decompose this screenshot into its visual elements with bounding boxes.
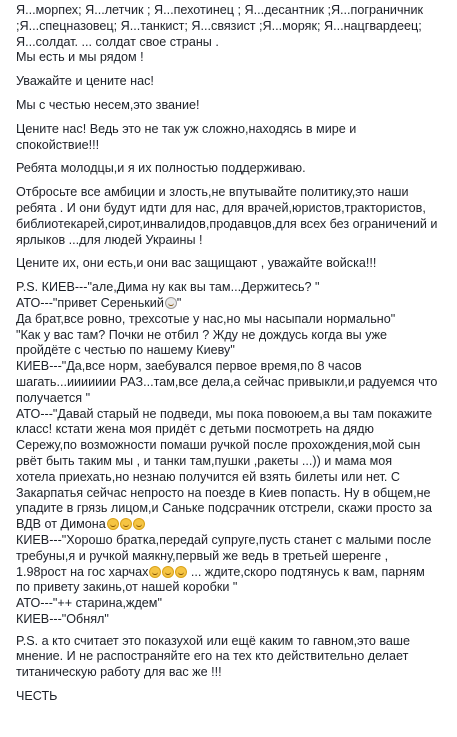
text-line: Мы есть и мы рядом ! — [16, 50, 144, 65]
text-line: Цените нас! Ведь это не так уж сложно,находясь в мире и — [16, 121, 357, 136]
post-paragraph — [16, 256, 451, 272]
dialogue-line: получается " — [16, 390, 91, 405]
dialogue-line: P.S. КИЕВ---"але,Дима ну как вы там...Держитесь? " — [16, 280, 320, 295]
dialogue-line: "Как у вас там? Почки не отбил ? Жду не дождусь когда вы уже — [16, 327, 388, 342]
text-line: Я...морпех; Я...летчик ; Я...пехотинец ; Я...десантник ;Я...пограничник — [16, 3, 424, 17]
text-line: Мы с честью несем,это звание! — [16, 97, 200, 112]
dialogue-line: Закарпатья сейчас непросто на поезде в Киев попасть. Ну в общем,не — [16, 485, 431, 500]
text-line: спокойствие!!! — [16, 137, 100, 152]
dialogue-line: хотела приехать,но незнаю получится ей взять билеты или нет. С — [16, 469, 401, 484]
grinning-sweat-icon — [133, 518, 145, 530]
text-line: Ребята молодцы,и я их полностью поддерживаю. — [16, 161, 306, 176]
grinning-sweat-icon — [107, 518, 119, 530]
post-paragraph — [16, 122, 451, 154]
dialogue-line: по привету закинь,от нашей коробки " — [16, 580, 238, 595]
text-line: ребята . И они будут идти для нас, для врачей,юристов,трактористов, — [16, 200, 426, 215]
text-line: Я...солдат. ... солдат свое страны . — [16, 34, 219, 49]
dialogue-line: рвёт быть таким мы , и танки там,пушки ,ракеты ...)) и мама моя — [16, 453, 393, 468]
text-line: P.S. а кто считает это показухой или ещё каким то гавном,это ваше — [16, 633, 411, 648]
text-line: библиотекарей,сирот,инвалидов,продавцов,для всех без ограничений и — [16, 216, 438, 231]
dialogue-text: АТО---"привет Серенький — [16, 295, 164, 310]
text-line: ЧЕСТЬ — [16, 689, 58, 704]
dialogue-line: пройдёте с честью по нашему Киеву" — [16, 343, 235, 358]
dialogue-line: КИЕВ---"Хорошо братка,передай супруге,пусть станет с малыми после — [16, 532, 432, 547]
grinning-face-icon — [175, 566, 187, 578]
dialogue-line: АТО---"привет Серенький " — [16, 295, 182, 310]
dialogue-line — [16, 517, 451, 533]
dialogue-line: АТО---"++ старина,ждем" — [16, 596, 162, 611]
dialogue-line: класс! кстати жена моя придёт с детьми посмотреть на дядю — [16, 422, 374, 437]
dialogue-line — [16, 565, 451, 581]
dialogue-line: шагать...иииииии РАЗ...там,все дела,а сейчас привыкли,и радуемся что — [16, 374, 438, 389]
text-line: титаническую работу для вас же !!! — [16, 665, 222, 680]
dialogue-line: АТО---"Давай старый не подведи, мы пока повоюем,а вы там покажите — [16, 406, 433, 421]
post-body — [0, 3, 457, 705]
text-line: Цените их, они есть,и они вас защищают , уважайте войска!!! — [16, 256, 377, 271]
grinning-face-icon — [162, 566, 174, 578]
dialogue-line: КИЕВ---"Да,все норм, заебувался первое время,по 8 часов — [16, 359, 362, 374]
dialogue-line: упадите в грязь лицом,и Саньке подсрачник отстрели, скажи просто за — [16, 501, 432, 516]
text-line: Отбросьте все амбиции и злость,не впутывайте политику,это наши — [16, 185, 409, 200]
post-paragraph — [16, 689, 451, 705]
post-paragraph — [16, 634, 451, 681]
post-paragraph — [16, 98, 451, 114]
post-paragraph — [16, 161, 451, 177]
grinning-face-icon — [149, 566, 161, 578]
dialogue-line: Да брат,все ровно, трехсотые у нас,но мы насыпали нормально" — [16, 311, 396, 326]
text-line: ;Я...спецназовец; Я...танкист; Я...связист ;Я...моряк; Я...нацгвардеец; — [16, 18, 422, 33]
dialogue-line: Сережу,по возможности помаши ручкой после прохождения,мой сын — [16, 438, 421, 453]
dialogue-text: ... ждите,скоро подтянусь к вам, парням — [190, 564, 425, 579]
post-paragraph — [16, 3, 451, 66]
post-paragraph — [16, 185, 451, 248]
dialogue-line: требуны,я и ручкой маякну,первый же ведь в третьей шеренге , — [16, 548, 389, 563]
dialogue-block — [16, 280, 451, 628]
grinning-sweat-icon — [120, 518, 132, 530]
post-paragraph — [16, 74, 451, 90]
text-line: мнение. И не распостраняйте его на тех кто действительно делает — [16, 649, 409, 664]
smiley-icon — [165, 297, 177, 309]
text-line: Уважайте и цените нас! — [16, 74, 154, 89]
dialogue-line: КИЕВ---"Обнял" — [16, 611, 109, 626]
dialogue-text: ВДВ от Димона — [16, 517, 106, 532]
text-line: ярлыков ...для людей Украины ! — [16, 232, 203, 247]
dialogue-text: 1.98рост на гос харчах — [16, 564, 149, 579]
